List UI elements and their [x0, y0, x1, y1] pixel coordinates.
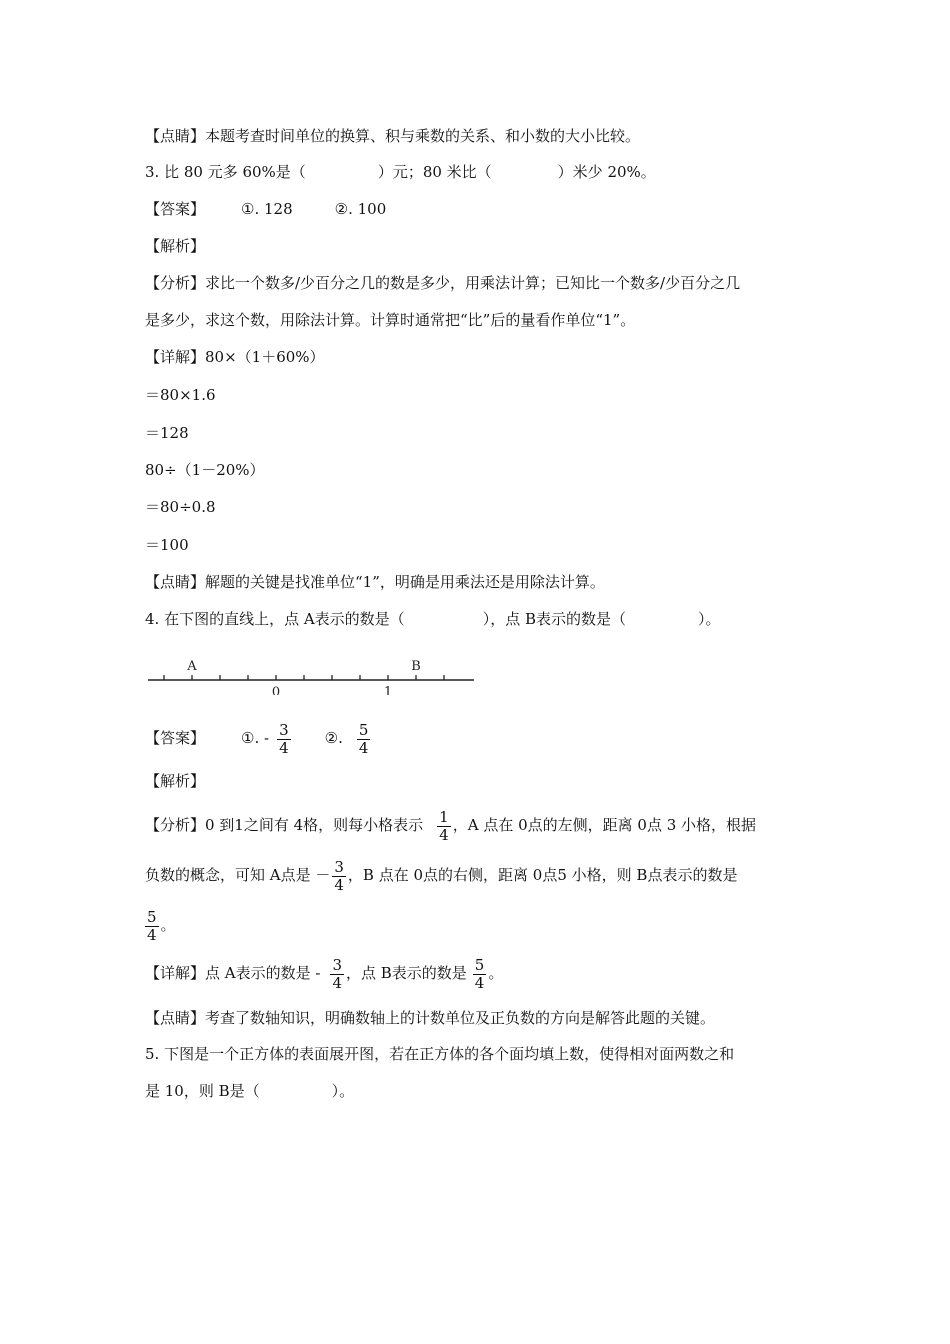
fenxi-4-part-b: ，A 点在 0点的左侧，距离 0点 3 小格，根据 — [452, 816, 757, 834]
fenxi-4-part-c: 负数的概念，可知 A点是 － — [145, 866, 331, 884]
fraction-five-quarters — [145, 909, 159, 944]
xiangjie-3-line-3: ＝128 — [145, 424, 189, 442]
fenxi-4-part-d: ，B 点在 0点的右侧，距离 0点5 小格，则 B点表示的数是 — [347, 866, 738, 884]
answer-label: 【答案】 — [145, 729, 206, 747]
fraction-denominator: 4 — [474, 973, 485, 992]
xiangjie-3-line-1: 【详解】80×（1＋60%） — [145, 348, 325, 366]
answer-4-2: ②. — [324, 729, 343, 747]
fraction-numerator: 3 — [332, 955, 342, 974]
fenxi-3-line-1: 【分析】求比一个数多/少百分之几的数是多少，用乘法计算；已知比一个数多/少百分之几 — [145, 274, 741, 292]
question-5-line-1: 5. 下图是一个正方体的表面展开图，若在正方体的各个面均填上数，使得相对面两数之和 — [145, 1045, 735, 1063]
dianjing-3: 【点睛】解题的关键是找准单位“1”，明确是用乘法还是用除法计算。 — [145, 573, 605, 591]
fraction-denominator: 4 — [279, 738, 289, 757]
fraction-one-quarter — [437, 809, 451, 844]
dianjing-4: 【点睛】考查了数轴知识，明确数轴上的计数单位及正负数的方向是解答此题的关键。 — [145, 1009, 716, 1027]
point-b-label: B — [411, 659, 421, 674]
fraction-denominator: 4 — [332, 973, 342, 992]
answer-label: 【答案】 — [145, 200, 206, 218]
fraction-numerator: 1 — [439, 807, 449, 826]
question-5-line-2 — [145, 1081, 354, 1101]
fraction-three-quarters — [277, 722, 291, 757]
fraction-numerator: 3 — [279, 720, 289, 739]
jiexi-label-4: 【解析】 — [145, 772, 206, 790]
answer-3-1: ①. 128 — [241, 200, 293, 218]
one-label: 1 — [383, 685, 393, 695]
xiangjie-3-line-6: ＝100 — [145, 536, 189, 554]
fraction-numerator: 5 — [358, 720, 369, 739]
fraction-denominator: 4 — [334, 875, 344, 894]
answer-4 — [145, 718, 372, 758]
question-3 — [145, 162, 656, 182]
answer-3-2: ②. 100 — [334, 200, 387, 218]
fraction-numerator: 5 — [147, 907, 157, 926]
fraction-three-quarters — [332, 859, 346, 894]
q3-part-b: ）元；80 米比（ — [377, 163, 492, 181]
number-line-figure — [148, 655, 478, 695]
zero-label: 0 — [271, 685, 281, 695]
fenxi-3-line-2: 是多少，求这个数，用除法计算。计算时通常把“比”后的量看作单位“1”。 — [145, 311, 636, 329]
fraction-denominator: 4 — [358, 738, 369, 757]
q5-part-a: 是 10，则 B是（ — [145, 1082, 260, 1100]
fraction-five-quarters — [473, 957, 487, 992]
q3-part-c: ）米少 20%。 — [557, 163, 656, 181]
xiangjie-3-line-2: ＝80×1.6 — [145, 386, 216, 404]
jiexi-label-3: 【解析】 — [145, 237, 206, 255]
xiangjie-3-line-4: 80÷（1－20%） — [145, 461, 265, 479]
question-4 — [145, 609, 721, 629]
q4-part-b: ），点 B表示的数是（ — [482, 610, 626, 628]
xiangjie-4-part-b: ，点 B表示的数是 — [346, 964, 467, 982]
point-a-label: A — [187, 659, 197, 674]
fraction-five-quarters — [357, 722, 371, 757]
answer-4-1: ①. - — [241, 729, 270, 747]
fenxi-4-part-a: 【分析】0 到1之间有 4格，则每小格表示 — [145, 816, 424, 834]
dianjing-line-1: 【点睛】本题考查时间单位的换算、积与乘数的关系、和小数的大小比较。 — [145, 127, 641, 145]
answer-3 — [145, 199, 386, 219]
q3-part-a: 3. 比 80 元多 60%是（ — [145, 163, 306, 181]
xiangjie-4-part-c: 。 — [488, 964, 504, 982]
fenxi-4-line-2 — [145, 855, 737, 895]
fraction-denominator: 4 — [147, 925, 157, 944]
fraction-three-quarters — [330, 957, 344, 992]
fenxi-4-line-1 — [145, 805, 756, 845]
xiangjie-3-line-5: ＝80÷0.8 — [145, 498, 216, 516]
q4-part-a: 4. 在下图的直线上，点 A表示的数是（ — [145, 610, 405, 628]
q5-part-b: ）。 — [331, 1082, 355, 1100]
fraction-denominator: 4 — [439, 825, 449, 844]
fraction-numerator: 3 — [334, 857, 344, 876]
fraction-numerator: 5 — [474, 955, 485, 974]
fenxi-4-part-e: 。 — [160, 916, 176, 934]
fenxi-4-line-3 — [145, 905, 176, 945]
q4-part-c: ）。 — [697, 610, 721, 628]
xiangjie-4-part-a: 【详解】点 A表示的数是 - — [145, 964, 321, 982]
xiangjie-4 — [145, 953, 503, 993]
